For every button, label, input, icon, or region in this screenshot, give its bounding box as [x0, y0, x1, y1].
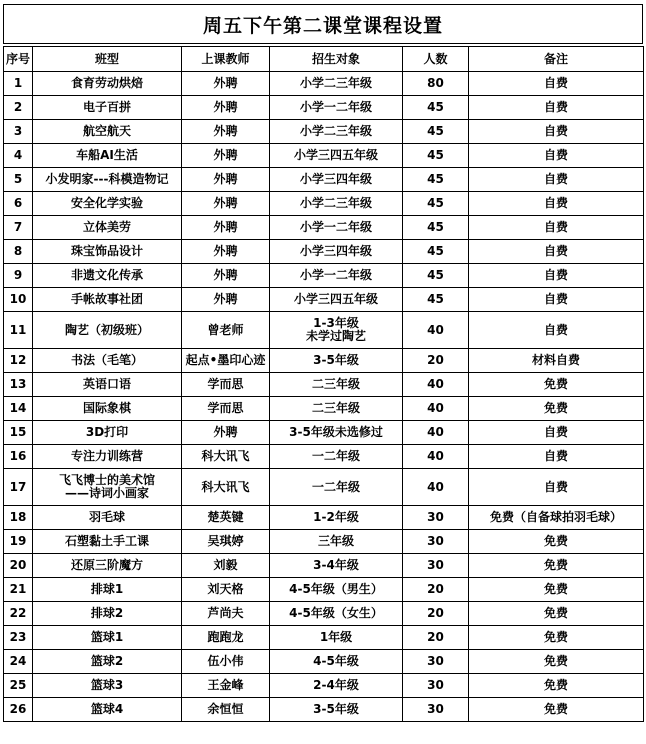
- cell-target: 小学二三年级: [270, 72, 403, 96]
- cell-class-type: 小发明家---科模造物记: [33, 168, 182, 192]
- cell-note: 自费: [469, 288, 644, 312]
- cell-target: 小学一二年级: [270, 96, 403, 120]
- cell-teacher: 芦尚夫: [182, 602, 270, 626]
- table-row: [4, 312, 644, 349]
- table-row: [4, 72, 644, 96]
- cell-target: 三年级: [270, 530, 403, 554]
- cell-class-type: 篮球1: [33, 626, 182, 650]
- cell-note: 材料自费: [469, 349, 644, 373]
- cell-target: 3-5年级: [270, 698, 403, 722]
- cell-teacher: 外聘: [182, 216, 270, 240]
- cell-note: 自费: [469, 96, 644, 120]
- cell-no: 24: [4, 650, 33, 674]
- cell-teacher: 曾老师: [182, 312, 270, 349]
- cell-teacher: 外聘: [182, 192, 270, 216]
- cell-note: 免费: [469, 373, 644, 397]
- cell-count: 40: [403, 312, 469, 349]
- cell-note: 免费（自备球拍羽毛球）: [469, 506, 644, 530]
- table-row: [4, 264, 644, 288]
- table-row: [4, 554, 644, 578]
- header-row: [4, 47, 644, 72]
- table-row: [4, 626, 644, 650]
- cell-note: 自费: [469, 144, 644, 168]
- cell-count: 40: [403, 421, 469, 445]
- table-row: [4, 578, 644, 602]
- table-row: [4, 530, 644, 554]
- cell-target: [270, 312, 403, 349]
- header-target: 招生对象: [270, 47, 403, 72]
- cell-no: 21: [4, 578, 33, 602]
- cell-teacher: 刘毅: [182, 554, 270, 578]
- cell-teacher: 王金峰: [182, 674, 270, 698]
- cell-note: 免费: [469, 554, 644, 578]
- table-row: [4, 144, 644, 168]
- cell-class-type: 3D打印: [33, 421, 182, 445]
- header-count: 人数: [403, 47, 469, 72]
- cell-class-type: 英语口语: [33, 373, 182, 397]
- table-row: [4, 216, 644, 240]
- cell-target: 2-4年级: [270, 674, 403, 698]
- cell-class-type-line: 飞飞博士的美术馆: [58, 473, 155, 487]
- cell-no: 22: [4, 602, 33, 626]
- cell-class-type: 车船AI生活: [33, 144, 182, 168]
- cell-class-type: 珠宝饰品设计: [33, 240, 182, 264]
- cell-note: 免费: [469, 674, 644, 698]
- cell-teacher: 外聘: [182, 168, 270, 192]
- cell-teacher: 外聘: [182, 120, 270, 144]
- cell-note: 自费: [469, 264, 644, 288]
- header-teacher: 上课教师: [182, 47, 270, 72]
- cell-class-type: 还原三阶魔方: [33, 554, 182, 578]
- sheet-title: 周五下午第二课堂课程设置: [3, 4, 643, 44]
- cell-teacher: 楚英键: [182, 506, 270, 530]
- cell-count: 40: [403, 469, 469, 506]
- cell-count: 45: [403, 192, 469, 216]
- cell-target: 二三年级: [270, 397, 403, 421]
- table-row: [4, 288, 644, 312]
- cell-target: 4-5年级（男生）: [270, 578, 403, 602]
- cell-class-type: 国际象棋: [33, 397, 182, 421]
- cell-target: 1年级: [270, 626, 403, 650]
- cell-class-type: 排球1: [33, 578, 182, 602]
- cell-target: 3-4年级: [270, 554, 403, 578]
- cell-count: 45: [403, 96, 469, 120]
- cell-count: 30: [403, 698, 469, 722]
- cell-count: 20: [403, 349, 469, 373]
- cell-note: 自费: [469, 312, 644, 349]
- table-row: [4, 96, 644, 120]
- cell-no: 18: [4, 506, 33, 530]
- cell-no: 1: [4, 72, 33, 96]
- cell-note: 自费: [469, 469, 644, 506]
- cell-no: 6: [4, 192, 33, 216]
- cell-count: 30: [403, 506, 469, 530]
- table-row: [4, 602, 644, 626]
- table-row: [4, 397, 644, 421]
- cell-no: 2: [4, 96, 33, 120]
- cell-class-type: 手帐故事社团: [33, 288, 182, 312]
- cell-count: 20: [403, 626, 469, 650]
- cell-teacher: 外聘: [182, 72, 270, 96]
- cell-target: 小学三四年级: [270, 168, 403, 192]
- cell-count: 30: [403, 674, 469, 698]
- cell-note: 免费: [469, 397, 644, 421]
- cell-note: 免费: [469, 650, 644, 674]
- cell-note: 自费: [469, 192, 644, 216]
- cell-count: 45: [403, 120, 469, 144]
- header-no: 序号: [4, 47, 33, 72]
- cell-target: 3-5年级: [270, 349, 403, 373]
- table-row: [4, 192, 644, 216]
- cell-count: 80: [403, 72, 469, 96]
- cell-no: 13: [4, 373, 33, 397]
- cell-class-type: 篮球3: [33, 674, 182, 698]
- cell-class-type: 非遗文化传承: [33, 264, 182, 288]
- cell-count: 20: [403, 602, 469, 626]
- cell-note: 自费: [469, 421, 644, 445]
- cell-class-type: 羽毛球: [33, 506, 182, 530]
- table-row: [4, 650, 644, 674]
- cell-target: 小学一二年级: [270, 216, 403, 240]
- cell-target-line: 未学过陶艺: [305, 329, 366, 343]
- course-table: [3, 46, 644, 722]
- cell-no: 14: [4, 397, 33, 421]
- table-row: [4, 421, 644, 445]
- cell-no: 16: [4, 445, 33, 469]
- cell-target: 小学二三年级: [270, 192, 403, 216]
- cell-class-type: 电子百拼: [33, 96, 182, 120]
- cell-count: 40: [403, 445, 469, 469]
- cell-teacher: 伍小伟: [182, 650, 270, 674]
- cell-count: 20: [403, 578, 469, 602]
- cell-no: 10: [4, 288, 33, 312]
- cell-class-type: 立体美劳: [33, 216, 182, 240]
- table-row: [4, 120, 644, 144]
- cell-target: 3-5年级未选修过: [270, 421, 403, 445]
- cell-class-type: 航空航天: [33, 120, 182, 144]
- cell-target: 小学三四五年级: [270, 144, 403, 168]
- cell-teacher: 刘天格: [182, 578, 270, 602]
- cell-no: 19: [4, 530, 33, 554]
- cell-teacher: 学而思: [182, 373, 270, 397]
- cell-class-type: 篮球4: [33, 698, 182, 722]
- cell-class-type: 陶艺（初级班）: [33, 312, 182, 349]
- cell-no: 25: [4, 674, 33, 698]
- cell-no: 8: [4, 240, 33, 264]
- cell-target: 4-5年级（女生）: [270, 602, 403, 626]
- cell-no: 9: [4, 264, 33, 288]
- cell-note: 自费: [469, 445, 644, 469]
- table-row: [4, 168, 644, 192]
- table-row: [4, 698, 644, 722]
- cell-note: 免费: [469, 602, 644, 626]
- table-row: [4, 674, 644, 698]
- cell-count: 30: [403, 554, 469, 578]
- cell-note: 自费: [469, 216, 644, 240]
- table-row: [4, 445, 644, 469]
- cell-count: 30: [403, 530, 469, 554]
- cell-target: 小学二三年级: [270, 120, 403, 144]
- cell-teacher: 外聘: [182, 264, 270, 288]
- cell-no: 17: [4, 469, 33, 506]
- cell-teacher: 外聘: [182, 421, 270, 445]
- cell-no: 5: [4, 168, 33, 192]
- cell-teacher: 外聘: [182, 288, 270, 312]
- cell-target: 一二年级: [270, 445, 403, 469]
- cell-count: 45: [403, 264, 469, 288]
- cell-note: 免费: [469, 530, 644, 554]
- cell-class-type: 石塑黏土手工课: [33, 530, 182, 554]
- cell-target-line: 1-3年级: [313, 316, 359, 330]
- cell-teacher: 科大讯飞: [182, 445, 270, 469]
- cell-class-type: 专注力训练营: [33, 445, 182, 469]
- cell-count: 30: [403, 650, 469, 674]
- table-row: [4, 349, 644, 373]
- cell-teacher: 外聘: [182, 96, 270, 120]
- cell-target: 4-5年级: [270, 650, 403, 674]
- cell-class-type-line: ——诗词小画家: [64, 486, 149, 500]
- table-row: [4, 469, 644, 506]
- cell-teacher: 外聘: [182, 144, 270, 168]
- cell-target: 小学三四年级: [270, 240, 403, 264]
- cell-teacher: 起点•墨印心迹: [182, 349, 270, 373]
- cell-class-type: 篮球2: [33, 650, 182, 674]
- cell-target: 1-2年级: [270, 506, 403, 530]
- cell-note: 免费: [469, 578, 644, 602]
- cell-no: 4: [4, 144, 33, 168]
- cell-teacher: 跑跑龙: [182, 626, 270, 650]
- cell-count: 45: [403, 216, 469, 240]
- cell-count: 45: [403, 288, 469, 312]
- table-row: [4, 240, 644, 264]
- cell-target: 小学一二年级: [270, 264, 403, 288]
- cell-no: 15: [4, 421, 33, 445]
- cell-teacher: 科大讯飞: [182, 469, 270, 506]
- cell-class-type: 书法（毛笔）: [33, 349, 182, 373]
- cell-no: 3: [4, 120, 33, 144]
- cell-note: 自费: [469, 120, 644, 144]
- cell-no: 23: [4, 626, 33, 650]
- cell-no: 12: [4, 349, 33, 373]
- cell-no: 7: [4, 216, 33, 240]
- cell-no: 26: [4, 698, 33, 722]
- table-row: [4, 373, 644, 397]
- cell-teacher: 余恒恒: [182, 698, 270, 722]
- cell-no: 20: [4, 554, 33, 578]
- cell-target: 小学三四五年级: [270, 288, 403, 312]
- cell-class-type: [33, 469, 182, 506]
- cell-teacher: 吴琪婷: [182, 530, 270, 554]
- cell-class-type: 安全化学实验: [33, 192, 182, 216]
- cell-target: 二三年级: [270, 373, 403, 397]
- cell-note: 免费: [469, 626, 644, 650]
- cell-no: 11: [4, 312, 33, 349]
- cell-teacher: 外聘: [182, 240, 270, 264]
- cell-note: 自费: [469, 240, 644, 264]
- cell-note: 自费: [469, 168, 644, 192]
- cell-class-type: 食育劳动烘焙: [33, 72, 182, 96]
- cell-count: 40: [403, 397, 469, 421]
- header-note: 备注: [469, 47, 644, 72]
- cell-note: 自费: [469, 72, 644, 96]
- cell-count: 45: [403, 168, 469, 192]
- header-class-type: 班型: [33, 47, 182, 72]
- cell-count: 40: [403, 373, 469, 397]
- cell-class-type: 排球2: [33, 602, 182, 626]
- cell-teacher: 学而思: [182, 397, 270, 421]
- cell-note: 免费: [469, 698, 644, 722]
- cell-count: 45: [403, 240, 469, 264]
- cell-target: 一二年级: [270, 469, 403, 506]
- cell-count: 45: [403, 144, 469, 168]
- table-row: [4, 506, 644, 530]
